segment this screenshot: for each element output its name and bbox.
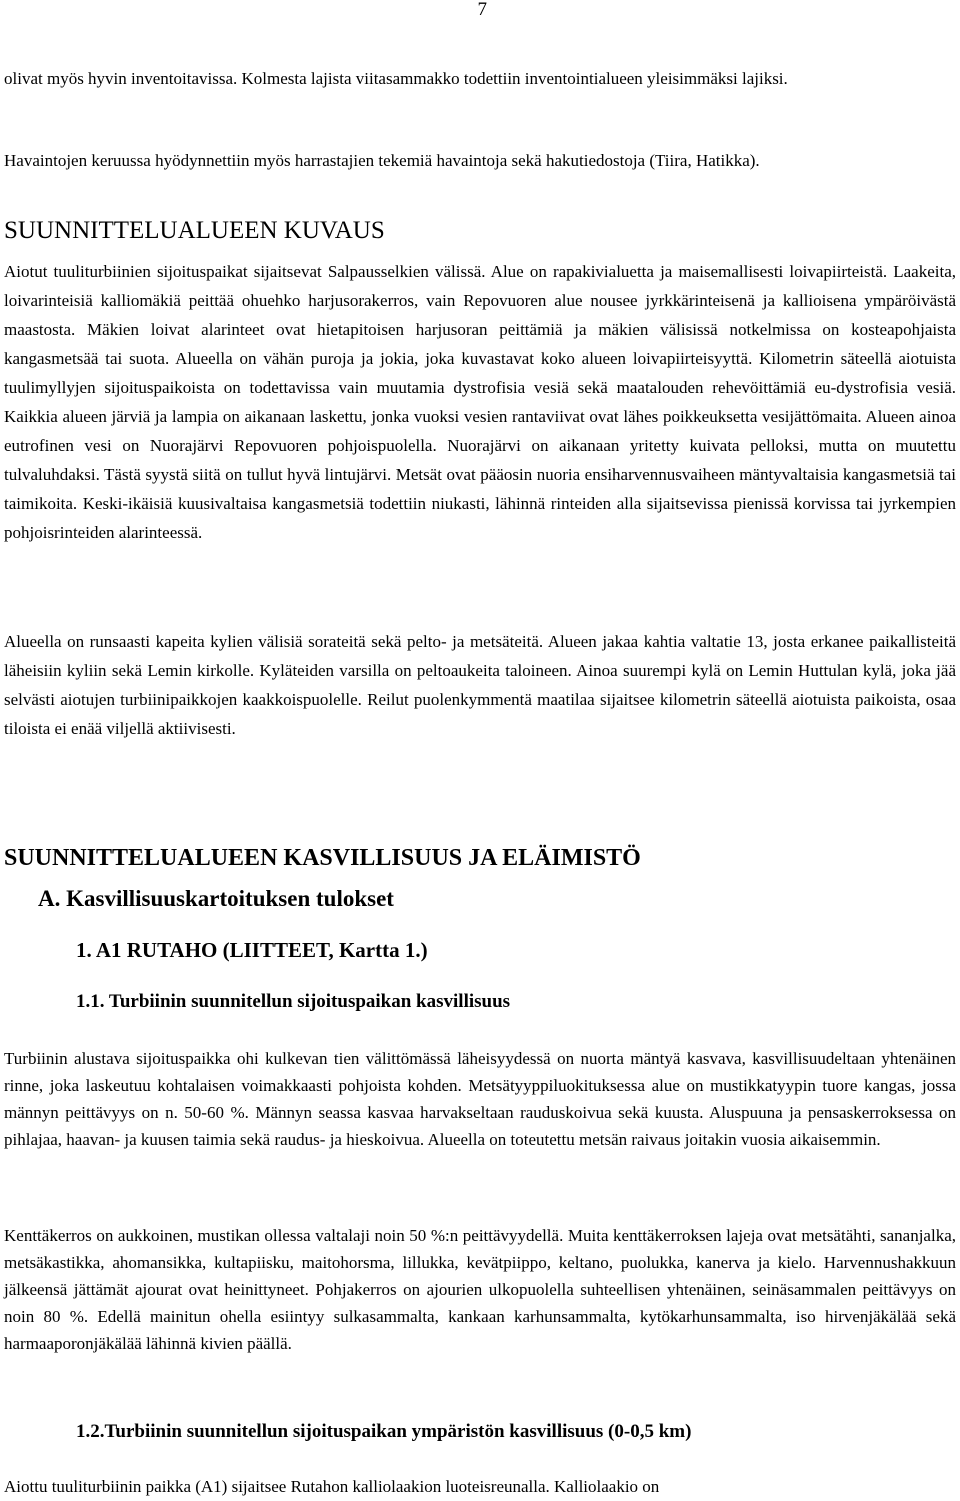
intro-paragraph-1: olivat myös hyvin inventoitavissa. Kolmesta lajista viitasammakko todettiin inventointialueen yleisimmäksi lajiksi. <box>4 69 788 88</box>
section-heading-kasvillisuus: SUUNNITTELUALUEEN KASVILLISUUS JA ELÄIMISTÖ <box>4 845 641 871</box>
kuvaus-paragraph-2: Alueella on runsaasti kapeita kylien välisiä sorateitä sekä pelto- ja metsäteitä. Alueen jakaa kahtia valtatie 13, josta erkanee paikallisteitä läheisiin kyliin sekä Lemin kirkolle. Kyläteiden varsilla on peltoaukeita taloineen. Ainoa suurempi kylä on Lemin Huttulan kylä, joka jää selvästi aiotujen turbiinipaikkojen kaakkoispuolelle. Reilut puolenkymmentä maatilaa sijaitsee kilometrin säteellä aiotuista paikoista, osaa tiloista ei enää viljellä aktiivisesti. <box>4 632 956 738</box>
subsection-heading-a: A. Kasvillisuuskartoituksen tulokset <box>38 886 394 911</box>
intro-paragraph-2: Havaintojen keruussa hyödynnettiin myös harrastajien tekemiä havaintoja sekä hakutiedostoja (Tiira, Hatikka). <box>4 151 760 170</box>
page-number: 7 <box>477 0 487 20</box>
subsection-heading-1-2: 1.2.Turbiinin suunnitellun sijoituspaikan ympäristön kasvillisuus (0-0,5 km) <box>76 1421 692 1442</box>
subsection-heading-1-1: 1.1. Turbiinin suunnitellun sijoituspaikan kasvillisuus <box>76 991 511 1012</box>
subsection-heading-1: 1. A1 RUTAHO (LIITTEET, Kartta 1.) <box>76 938 428 962</box>
section-heading-kuvaus: SUUNNITTELUALUEEN KUVAUS <box>4 217 385 244</box>
section-1-1-paragraph-1: Turbiinin alustava sijoituspaikka ohi kulkevan tien välittömässä läheisyydessä on nuorta mäntyä kasvava, kasvillisuudeltaan yhtenäinen rinne, joka laskeutuu kohtalaisen voimakkaasti pohjoista kohden. Metsätyyppiluokituksessa alue on mustikkatyypin tuore kangas, jossa männyn peittävyys on n. 50-60 %. Männyn seassa kasvaa harvakseltaan rauduskoivua sekä kuusta. Aluspuuna ja pensaskerroksessa on pihlajaa, haavan- ja kuusen taimia sekä raudus- ja hieskoivua. Alueella on toteutettu metsän raivaus joitakin vuosia aikaisemmin. <box>4 1049 956 1149</box>
section-1-2-paragraph-1: Aiottu tuuliturbiinin paikka (A1) sijaitsee Rutahon kalliolaakion luoteisreunalla. Kalliolaakio on <box>4 1477 660 1496</box>
kuvaus-paragraph-1: Aiotut tuuliturbiinien sijoituspaikat sijaitsevat Salpausselkien välissä. Alue on rapakivialuetta ja maisemallisesti loivapiirteistä. Laakeita, loivarinteisiä kalliomäkiä peittää ohuehko harjusorakerros, vain Repovuoren alue nousee jyrkkärinteisenä ja kallioisena ympäröivästä maastosta. Mäkien loivat alarinteet ovat hietapitoisen harjusoran peittämiä ja mäkien välisissä notkelmissa on kosteapohjaista kangasmetsää tai suota. Alueella on vähän puroja ja jokia, joka kuvastavat koko alueen loivapiirteisyyttä. Kilometrin säteellä aiotuista tuulimyllyjen sijoituspaikoista on todettavissa vain muutamia dystrofisia vesiä sekä maatalouden rehevöittämiä eu-dystrofisia vesiä. Kaikkia alueen järviä ja lampia on aikanaan laskettu, jonka vuoksi vesien rantaviivat ovat lähes poikkeuksetta vesijättömaita. Alueen ainoa eutrofinen vesi on Nuorajärvi Repovuoren pohjoispuolella. Nuorajärvi on aikanaan yritetty kuivata pelloksi, mutta on muutettu tulvaluhdaksi. Tästä syystä siitä on tullut hyvä lintujärvi. Metsät ovat pääosin nuoria ensiharvennusvaiheen mäntyvaltaisia kangasmetsiä tai taimikoita. Keski-ikäisiä kuusivaltaisa kangasmetsiä todettiin niukasti, lähinnä rinteiden alla sijaitsevissa pienissä korvissa tai jyrkempien pohjoisrinteiden alarinteessä. <box>4 262 956 542</box>
section-1-1-paragraph-2: Kenttäkerros on aukkoinen, mustikan ollessa valtalaji noin 50 %:n peittävyydellä. Muita kenttäkerroksen lajeja ovat metsätähti, sananjalka, metsäkastikka, ahomansikka, kultapiisku, maitohorsma, lillukka, kevätpiippo, keltano, puolukka, kanerva ja kielo. Harvennushakkuun jälkeensä jättämät ajourat ovat heinittyneet. Pohjakerros on ajourien ulkopuolella suhteellisen yhtenäinen, seinäsammalen peittävyys on noin 80 %. Edellä mainitun ohella esiintyy sulkasammalta, kankaan karhunsammalta, kytökarhunsammalta, iso hirvenjäkälää sekä harmaaporonjäkälää lähinnä kivien päällä. <box>4 1226 956 1353</box>
